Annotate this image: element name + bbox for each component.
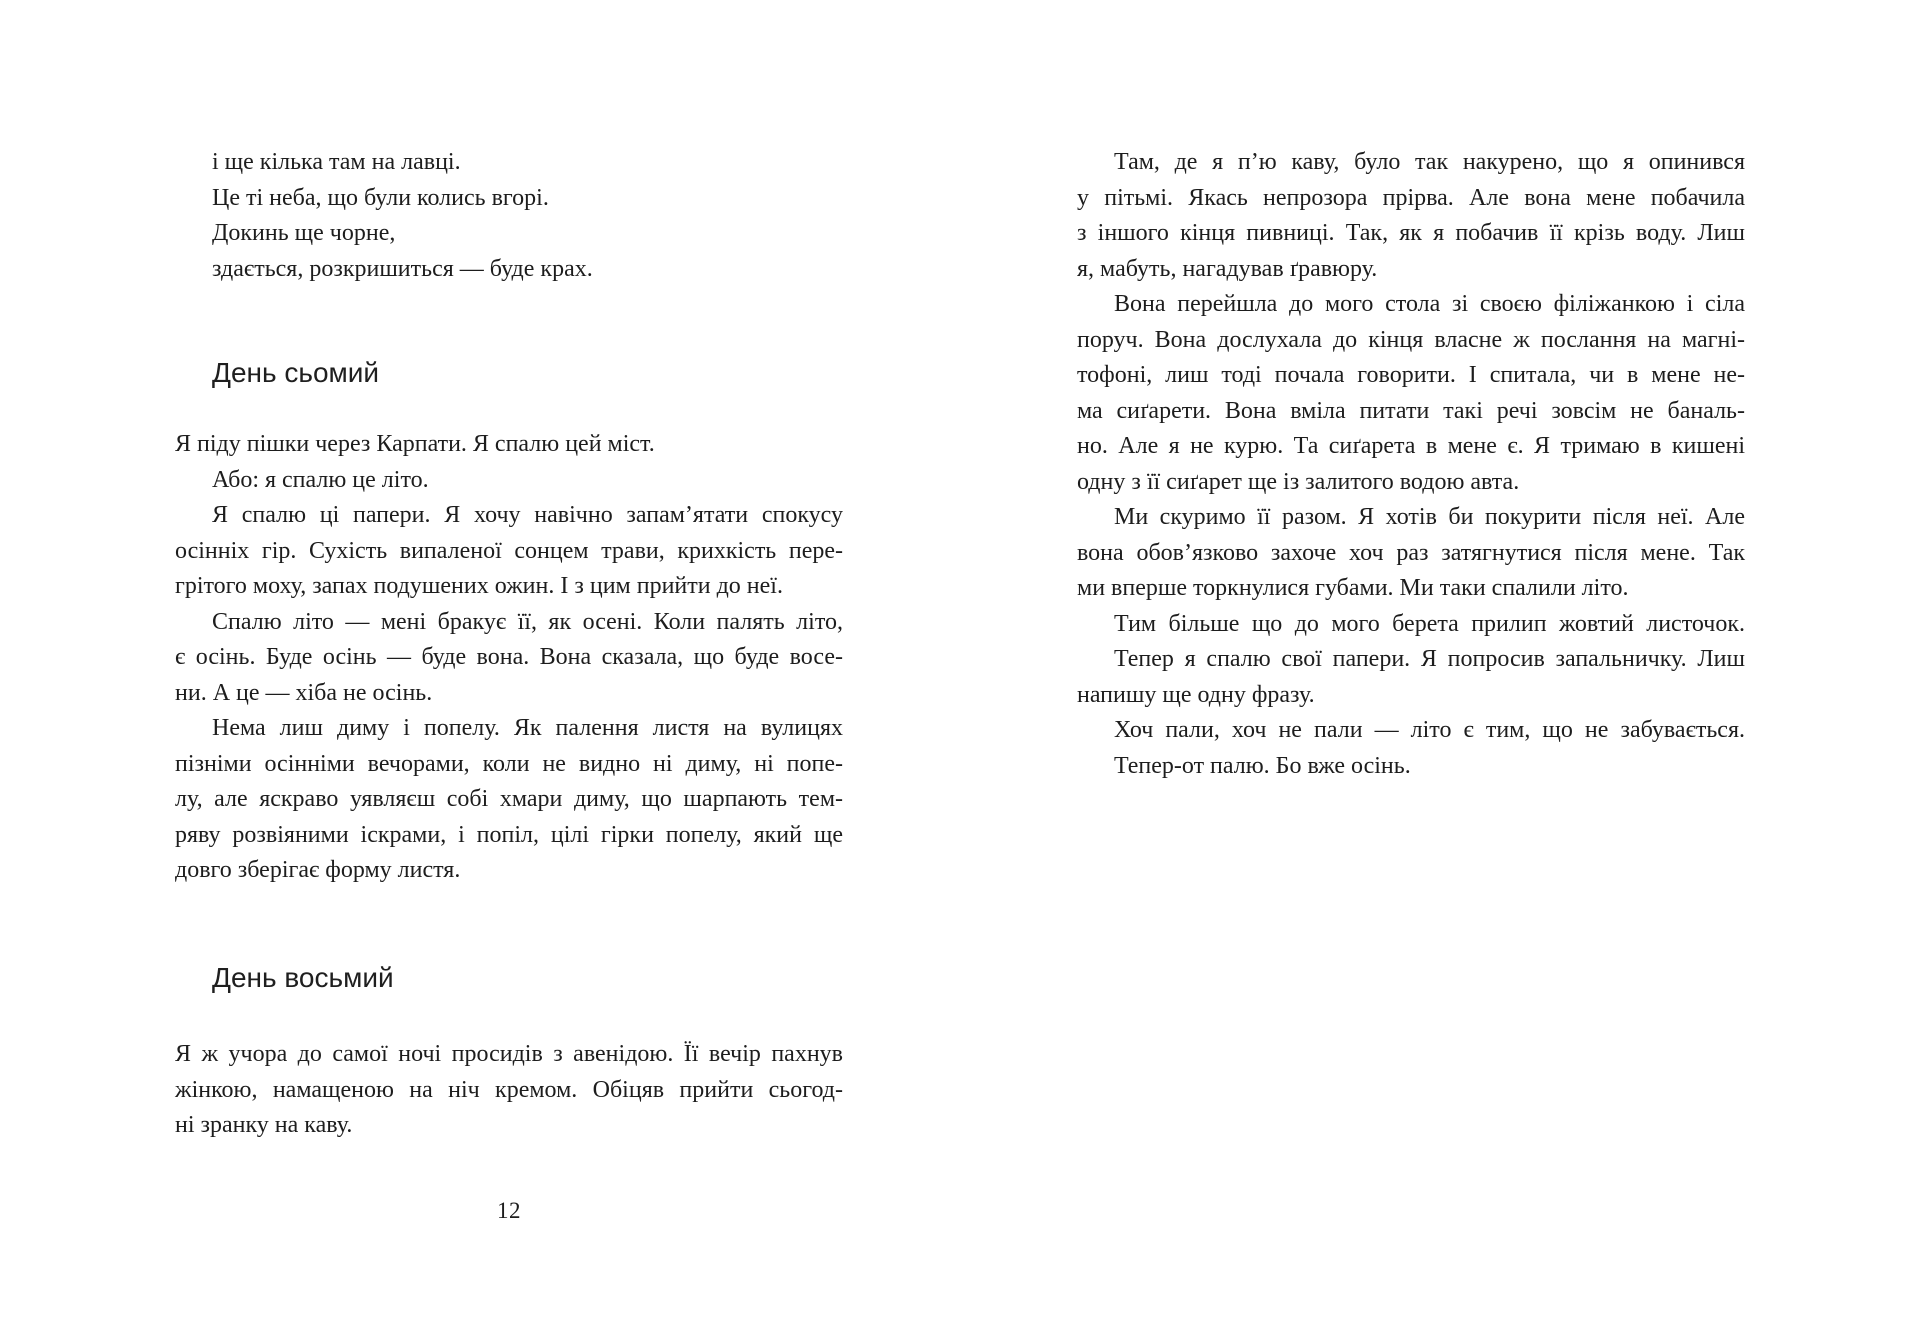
text-line: одну з її сиґарет ще із залитого водою авта. [1077,468,1520,495]
text-line: Я ж учора до самої ночі просидів з авенідою. Її вечір пахнув [175,1041,843,1067]
text-line: довго зберігає форму листя. [175,857,461,883]
text-line: Там, де я п’ю каву, було так накурено, що я опинився [1114,149,1745,175]
section-body-day-seven [175,427,843,889]
text-line: Спалю літо — мені бракує її, як осені. Коли палять літо, [212,608,843,635]
page-right-body [1077,145,1745,784]
text-line: Я піду пішки через Карпати. Я спалю цей міст. [175,431,655,457]
text-line: Я спалю ці папери. Я хочу навічно запам’ятати спокусу [212,502,843,528]
text-line: здається, розкришиться — буде крах. [212,255,593,282]
section-body-day-eight [175,1037,843,1144]
text-line: я, мабуть, нагадував ґравюру. [1077,255,1378,282]
text-line: но. Але я не курю. Та сиґарета в мене є. Я тримаю в кишені [1077,433,1745,459]
text-line: Нема лиш диму і попелу. Як палення листя на вулицях [212,715,843,741]
text-line: у пітьмі. Якась непрозора прірва. Але вона мене побачила [1077,184,1745,211]
text-line: є осінь. Буде осінь — буде вона. Вона сказала, що буде восе- [175,644,843,670]
text-line: Або: я спалю це літо. [212,466,429,493]
text-line: ряву розвіяними іскрами, і попіл, цілі гірки попелу, який ще [175,821,843,848]
text-line: ни. А це — хіба не осінь. [175,679,433,706]
text-line: Хоч пали, хоч не пали — літо є тим, що не забувається. [1114,717,1745,743]
text-line: вона обов’язково захоче хоч раз затягнутися після мене. Так [1077,539,1745,566]
text-line: Тепер я спалю свої папери. Я попросив запальничку. Лиш [1114,646,1745,672]
page-number: 12 [497,1198,521,1223]
text-line: і ще кілька там на лавці. [212,149,461,175]
text-line: Докинь ще чорне, [212,220,396,246]
text-line: поруч. Вона дослухала до кінця власне ж послання на магні- [1077,326,1745,353]
section-heading-day-eight: День восьмий [212,962,394,993]
text-line: тофоні, лиш тоді почала говорити. І спитала, чи в мене не- [1077,362,1745,388]
text-line: Вона перейшла до мого стола зі своєю філіжанкою і сіла [1114,291,1745,317]
text-line: з іншого кінця пивниці. Так, як я побачив її крізь воду. Лиш [1077,220,1745,246]
text-line: Тепер-от палю. Бо вже осінь. [1114,752,1411,779]
page-right [1077,0,1745,1336]
text-line: грітого моху, запах подушених ожин. І з цим прийти до неї. [175,573,783,599]
text-line: Ми скуримо її разом. Я хотів би покурити після неї. Але [1114,504,1745,530]
section-heading-day-seven: День сьомий [212,357,380,388]
text-line: жінкою, намащеною на ніч кремом. Обіцяв прийти сьогод- [175,1076,843,1103]
text-line: Тим більше що до мого берета прилип жовтий листочок. [1114,610,1745,637]
text-line: осінніх гір. Сухість випаленої сонцем трави, крихкість пере- [175,537,843,564]
text-line: пізніми осінніми вечорами, коли не видно ні диму, ні попе- [175,750,843,777]
text-line: Це ті неба, що були колись вгорі. [212,184,549,211]
poem-stanza [175,145,843,287]
text-line: ми вперше торкнулися губами. Ми таки спалили літо. [1077,575,1629,601]
text-line: лу, але яскраво уявляєш собі хмари диму, що шарпають тем- [175,786,843,812]
text-line: напишу ще одну фразу. [1077,681,1315,708]
text-line: ні зранку на каву. [175,1112,353,1138]
text-line: ма сиґарети. Вона вміла питати такі речі зовсім не баналь- [1077,397,1745,424]
page-left [175,0,843,1336]
